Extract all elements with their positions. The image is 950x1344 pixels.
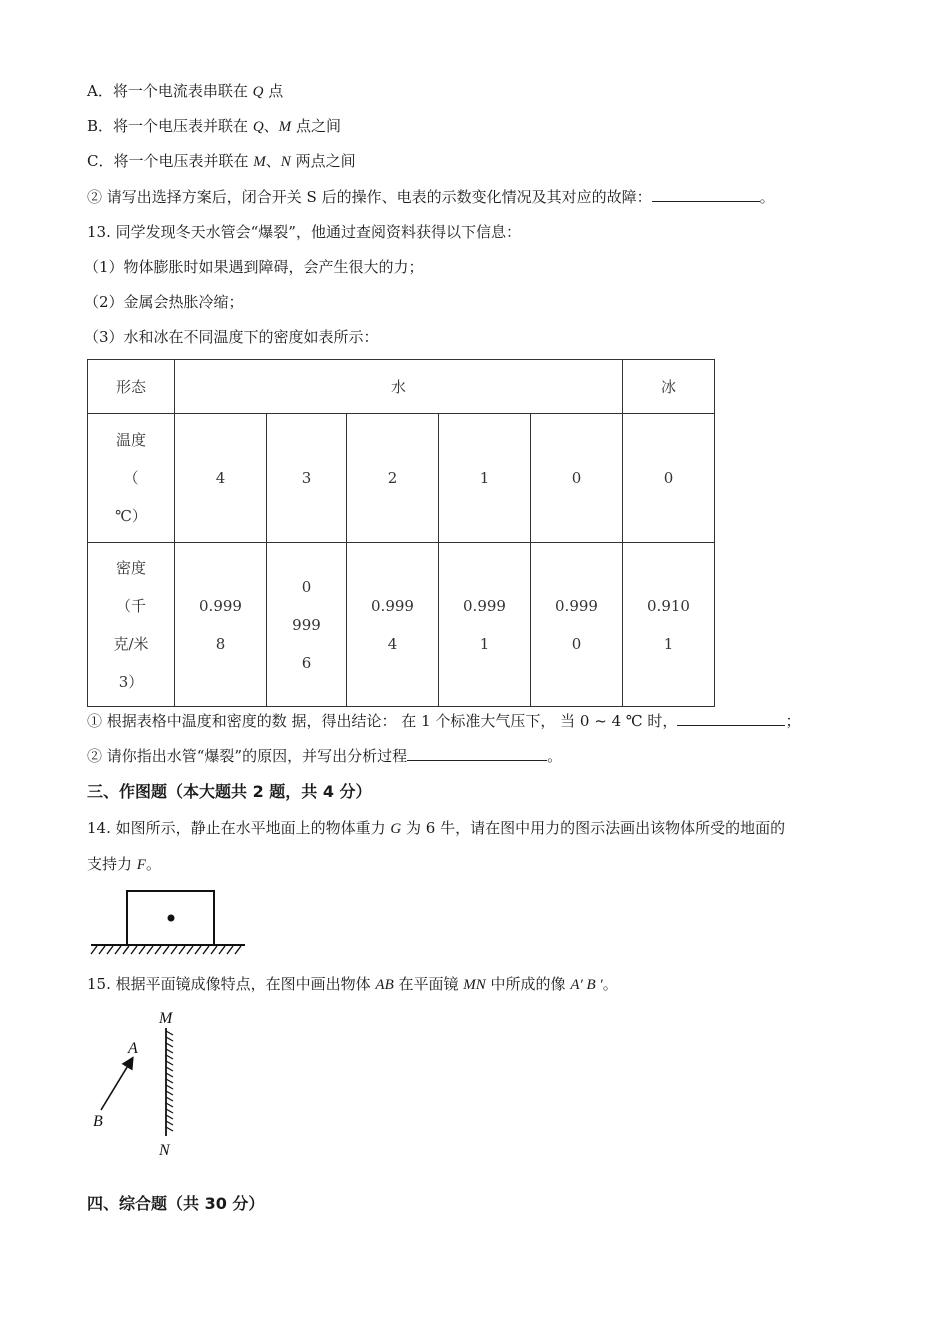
table-cell [175,543,267,707]
table-cell-water: 水 [175,360,623,414]
question-text: ② 请写出选择方案后，闭合开关 S 后的操作、电表的示数变化情况及其对应的故障： [87,188,652,206]
q13-info-3: （3）水和冰在不同温度下的密度如表所示： [84,328,379,346]
q12-part2 [87,187,775,207]
cell-line: 0.999 [199,596,242,615]
table-row-density [88,543,715,707]
option-text: 点之间 [291,117,341,135]
punctuation: ； [785,712,801,730]
label-m: M [159,1010,173,1027]
table-cell [623,543,715,707]
table-cell: 1 [439,414,531,543]
label-b: B [93,1113,103,1130]
variable: A′ B ′ [570,977,603,993]
table-cell [439,543,531,707]
variable: M [278,119,292,135]
variable: G [390,821,402,837]
table-header-density [88,543,175,707]
table-cell: 2 [347,414,439,543]
cell-line: 0 [571,634,582,653]
label-n: N [159,1142,170,1159]
q13-part1 [87,711,800,731]
question-text: 15. 根据平面镜成像特点，在图中画出物体 [87,975,376,993]
density-table [87,359,715,707]
option-label: A． [87,82,113,100]
cell-line: 1 [663,634,674,653]
question-text: 为 6 牛，请在图中用力的图示法画出该物体所受的地面的 [401,819,786,837]
center-dot-icon [168,915,175,922]
option-c [87,151,356,172]
block-on-ground-figure[interactable] [88,888,248,958]
header-line: ℃） [115,507,147,525]
cell-line: 0.999 [555,596,598,615]
table-cell [347,543,439,707]
table-cell [531,543,623,707]
answer-blank[interactable] [677,711,785,726]
q14-text [87,818,785,839]
plane-mirror-figure[interactable] [80,1003,210,1163]
cell-line: 0.999 [371,596,414,615]
section-heading-4: 四、综合题（共 30 分） [87,1194,265,1213]
option-a [87,81,283,102]
cell-line: 999 [292,615,321,634]
variable: MN [463,977,486,993]
option-label: B． [87,117,114,135]
section-heading-3: 三、作图题（本大题共 2 题，共 4 分） [87,782,372,801]
cell-line: 0 [301,577,312,596]
punctuation: 。 [547,747,563,765]
q13-stem: 13. 同学发现冬天水管会“爆裂”，他通过查阅资料获得以下信息： [87,223,521,241]
mirror-hatch-icon [166,1031,173,1131]
question-text: ② 请你指出水管“爆裂”的原因，并写出分析过程 [87,747,408,765]
option-text: 将一个电压表并联在 [113,117,253,135]
table-row-temperature [88,414,715,543]
option-label: C． [87,152,114,170]
header-line: 3） [118,672,144,691]
q15-text [87,974,618,995]
variable: AB [375,977,394,993]
option-text: 、 [265,152,281,170]
cell-line: 4 [387,634,398,653]
question-text: 14. 如图所示，静止在水平地面上的物体重力 [87,819,391,837]
cell-line: 1 [479,634,490,653]
punctuation: 。 [145,855,161,873]
answer-blank[interactable] [652,187,760,202]
punctuation: 。 [602,975,618,993]
variable: N [280,154,291,170]
header-line: 克/米 [113,634,149,653]
variable: F [136,857,146,873]
question-text: 在平面镜 [393,975,464,993]
cell-line: 0.999 [463,596,506,615]
header-line: （ [123,469,139,487]
table-header-temperature [88,414,175,543]
table-cell: 4 [175,414,267,543]
option-text: 将一个电压表并联在 [113,152,254,170]
q13-info-2: （2）金属会热胀冷缩； [84,293,244,311]
q13-part2 [87,746,562,766]
question-text: ① 根据表格中温度和密度的数 据，得出结论： 在 1 个标准大气压下， 当 0 ~ 4 ℃ 时， [87,712,678,730]
header-line: 密度 [115,558,146,577]
table-row-state [88,360,715,414]
cell-line: 6 [301,653,312,672]
q13-info-1: （1）物体膨胀时如果遇到障碍，会产生很大的力； [84,258,424,276]
ground-hatch-icon [91,946,241,954]
variable: Q [252,119,264,135]
header-line: 温度 [115,431,146,449]
object-arrow-icon [101,1059,132,1110]
answer-blank[interactable] [407,746,547,761]
q14-text-line2 [87,854,161,875]
table-cell [267,543,347,707]
option-text: 两点之间 [290,152,356,170]
header-line: （千 [115,596,146,615]
table-cell-ice: 冰 [623,360,715,414]
table-cell: 0 [623,414,715,543]
variable: M [253,154,266,170]
option-b [87,116,341,137]
table-header-state: 形态 [88,360,175,414]
option-text: 将一个电流表串联在 [112,82,253,100]
variable: Q [252,84,264,100]
label-a: A [128,1040,138,1057]
option-text: 点 [263,82,284,100]
punctuation: 。 [759,188,775,206]
question-text: 支持力 [87,855,137,873]
cell-line: 0.910 [647,596,690,615]
table-cell: 0 [531,414,623,543]
table-cell: 3 [267,414,347,543]
question-text: 中所成的像 [485,975,571,993]
option-text: 、 [263,117,279,135]
cell-line: 8 [215,634,226,653]
